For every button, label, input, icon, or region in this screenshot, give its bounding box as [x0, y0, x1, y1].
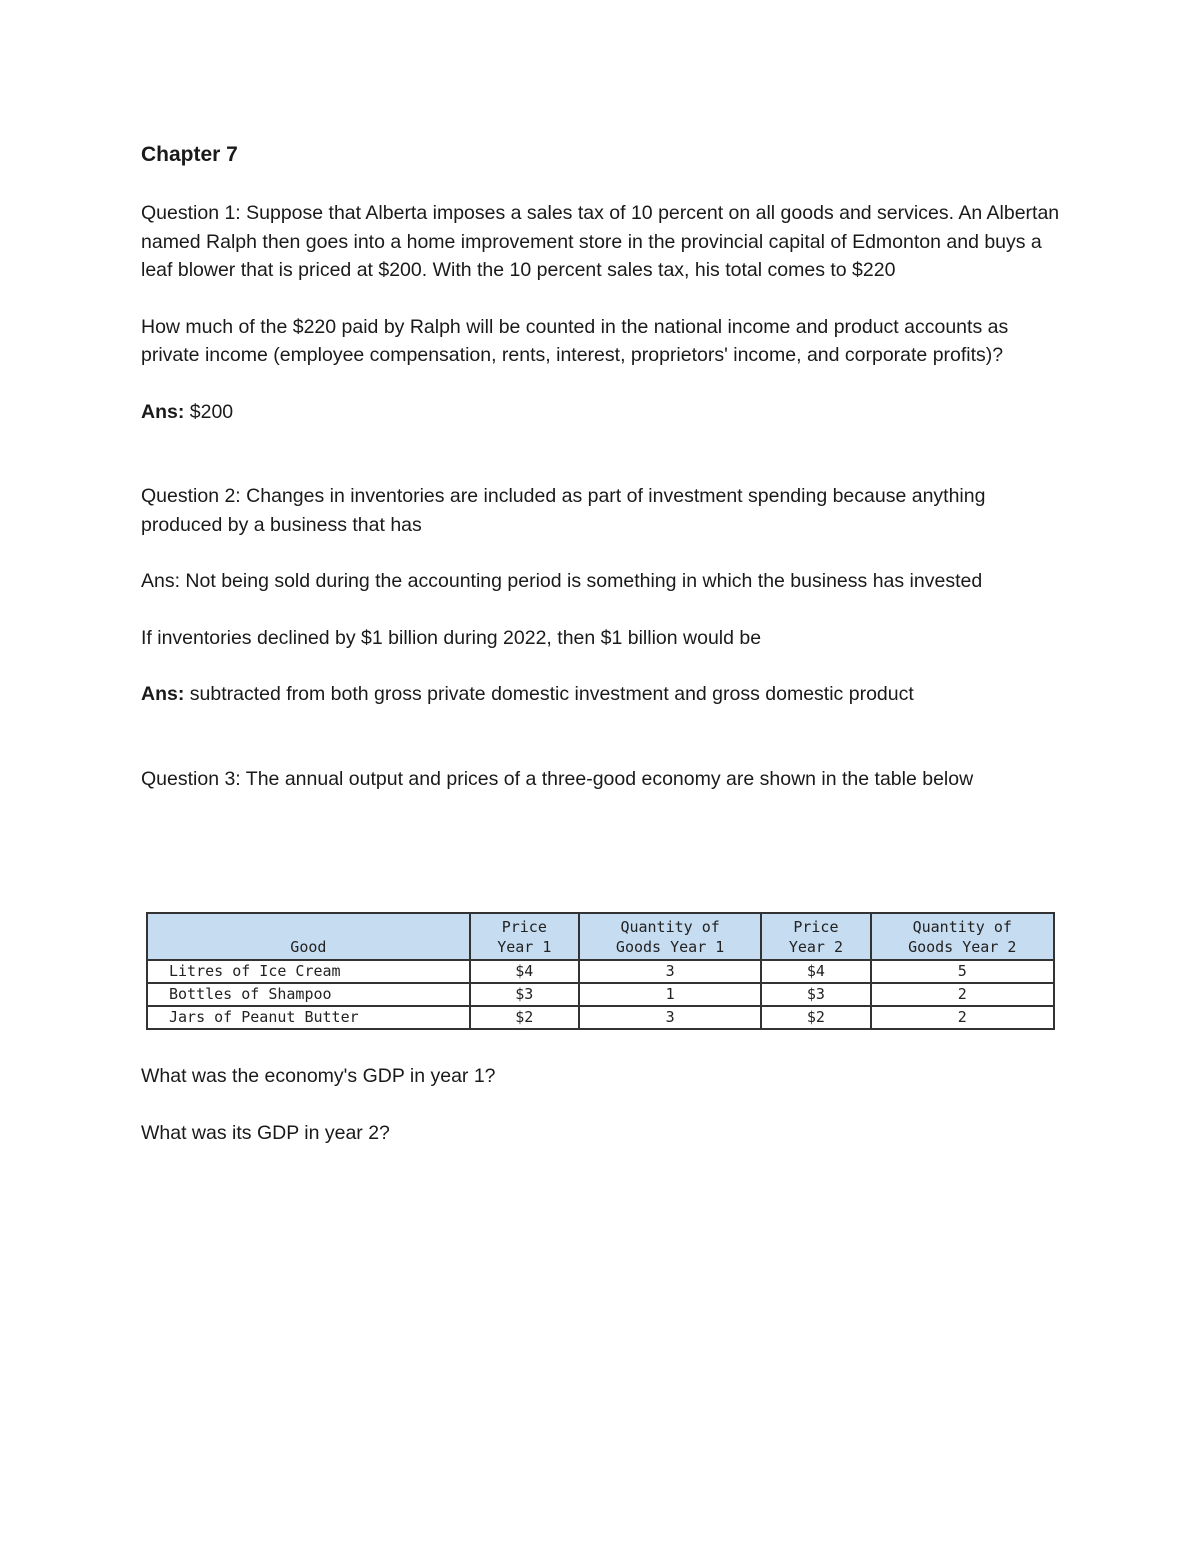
cell-good: Litres of Ice Cream: [147, 960, 470, 983]
question-2-answer-2: [141, 680, 1061, 709]
cell-good: Bottles of Shampoo: [147, 983, 470, 1006]
question-3-prompt-year-1: What was the economy's GDP in year 1?: [141, 1065, 496, 1087]
question-2-text: Question 2: Changes in inventories are included as part of investment spending because anything produced by a business that has: [141, 485, 986, 536]
answer-label: Ans:: [141, 683, 185, 705]
cell-quantity-year-1: 3: [579, 960, 762, 983]
cell-quantity-year-2: 2: [871, 1006, 1055, 1029]
header-price-year-1: Price Year 1: [470, 913, 579, 960]
table-header-row: [147, 913, 1054, 960]
cell-price-year-2: $2: [761, 1006, 870, 1029]
question-2-prompt: If inventories declined by $1 billion during 2022, then $1 billion would be: [141, 626, 762, 649]
answer-value: subtracted from both gross private domestic investment and gross domestic product: [184, 683, 914, 705]
table-row: [147, 983, 1054, 1006]
answer-label: Ans:: [141, 400, 185, 423]
goods-table: [146, 912, 1055, 1030]
header-quantity-year-2: Quantity of Goods Year 2: [871, 913, 1055, 960]
cell-quantity-year-1: 3: [579, 1006, 762, 1029]
question-3-prompts: [141, 1062, 1061, 1175]
header-good: Good: [147, 913, 470, 960]
table-row: [147, 960, 1054, 983]
cell-good: Jars of Peanut Butter: [147, 1006, 470, 1029]
cell-price-year-2: $3: [761, 983, 870, 1006]
question-1-text: Question 1: Suppose that Alberta imposes a sales tax of 10 percent on all goods and services. An Albertan named Ralph then goes into a home improvement store in the provincial capital of Edmonton and buys a leaf blower that is priced at $200. With the 10 percent sales tax, his total comes to $220: [141, 202, 1060, 281]
cell-price-year-2: $4: [761, 960, 870, 983]
header-price-year-2: Price Year 2: [761, 913, 870, 960]
chapter-heading: Chapter 7: [141, 143, 238, 166]
question-3-prompt-year-2: What was its GDP in year 2?: [141, 1121, 390, 1144]
cell-quantity-year-2: 5: [871, 960, 1055, 983]
cell-quantity-year-2: 2: [871, 983, 1055, 1006]
cell-quantity-year-1: 1: [579, 983, 762, 1006]
question-1-answer: [141, 398, 1061, 427]
cell-price-year-1: $2: [470, 1006, 579, 1029]
document-body: [141, 141, 1061, 793]
answer-value: $200: [184, 400, 234, 423]
header-quantity-year-1: Quantity of Goods Year 1: [579, 913, 762, 960]
question-2-answer-1: Ans: Not being sold during the accounting period is something in which the business has invested: [141, 570, 983, 592]
cell-price-year-1: $3: [470, 983, 579, 1006]
table-row: [147, 1006, 1054, 1029]
cell-price-year-1: $4: [470, 960, 579, 983]
question-3-text: Question 3: The annual output and prices of a three-good economy are shown in the table below: [141, 767, 974, 790]
question-1-prompt: How much of the $220 paid by Ralph will be counted in the national income and product accounts as private income (employee compensation, rents, interest, proprietors' income, and corporate profits)?: [141, 315, 1009, 366]
